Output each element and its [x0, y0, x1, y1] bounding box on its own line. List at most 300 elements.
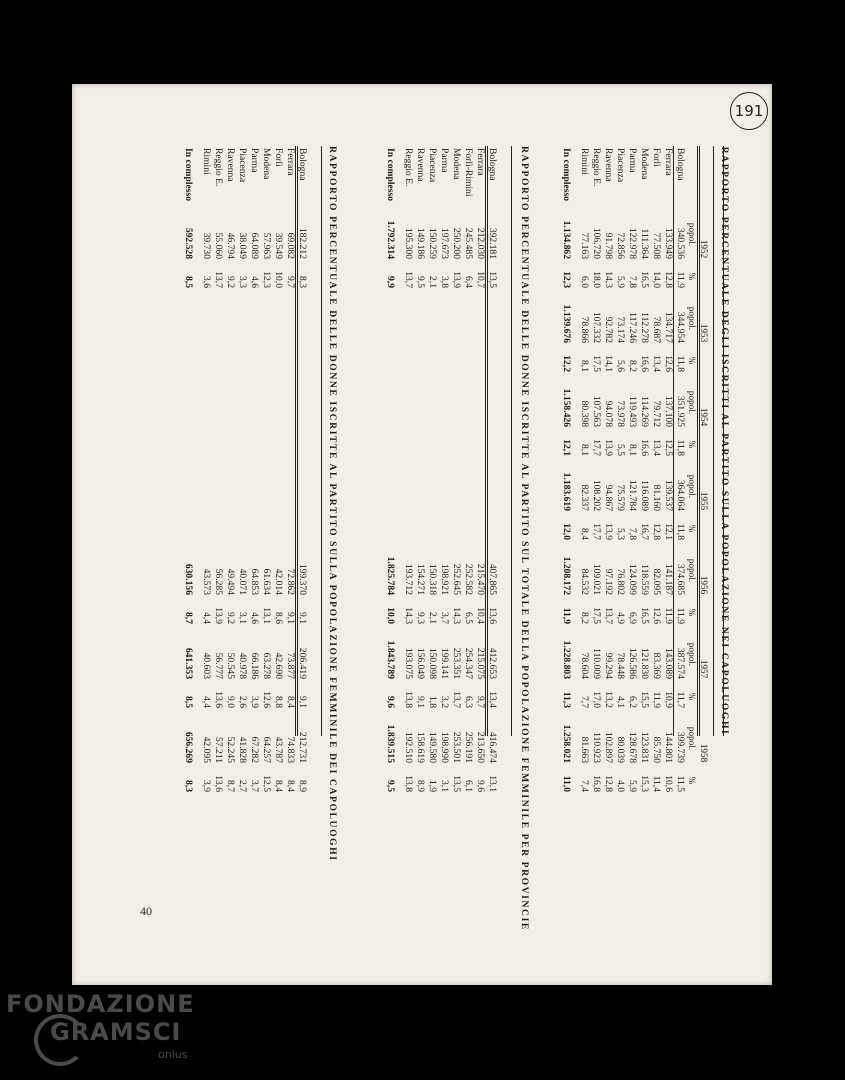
total-population-cell: 1.183.619	[561, 472, 572, 511]
population-cell: 206.419	[297, 647, 308, 679]
percent-cell: 16,7	[639, 523, 650, 540]
population-cell: 40.978	[237, 652, 248, 679]
total-percent-cell: 12,2	[561, 355, 572, 372]
percent-cell: 17,7	[591, 523, 602, 540]
population-cell: 118.559	[639, 564, 650, 595]
percent-cell: 6,0	[579, 276, 590, 288]
percent-cell: 13,1	[487, 775, 498, 792]
popol-header: popol.	[687, 558, 697, 583]
row-label: Reggio E.	[591, 148, 602, 187]
total-percent-cell	[384, 514, 402, 543]
percent-cell: 8,2	[627, 360, 638, 372]
percent-cell: 9,1	[415, 696, 426, 708]
population-cell: 364.064	[675, 479, 686, 511]
percent-cell: 12,6	[651, 607, 662, 624]
total-row	[560, 146, 578, 795]
percent-cell: 9,5	[415, 276, 426, 288]
table-row	[260, 146, 272, 795]
population-cell	[462, 375, 474, 430]
percent-cell	[236, 514, 248, 543]
percent-cell: 1,9	[427, 780, 438, 792]
population-cell: 56.285	[213, 568, 224, 595]
population-cell: 99.294	[603, 652, 614, 679]
row-label: Modena	[261, 148, 272, 180]
population-cell: 73.174	[615, 316, 626, 343]
percent-cell: 8,1	[627, 444, 638, 456]
percent-cell: 7,8	[627, 528, 638, 540]
population-cell: 198.921	[439, 563, 450, 595]
table-row	[212, 146, 224, 795]
population-cell: 106.720	[591, 227, 602, 259]
population-cell: 119.493	[627, 396, 638, 427]
population-cell: 121.830	[639, 647, 650, 679]
percent-cell: 13,8	[403, 691, 414, 708]
table-row	[414, 146, 426, 795]
percent-cell	[426, 430, 438, 459]
percent-cell: 13,4	[487, 691, 498, 708]
table-row	[462, 146, 474, 795]
population-cell: 63.278	[261, 652, 272, 679]
population-cell: 85.750	[651, 736, 662, 763]
population-cell	[260, 459, 272, 514]
percent-cell: 13,6	[213, 775, 224, 792]
percent-cell: 9,6	[475, 780, 486, 792]
page-stamp: 191	[730, 92, 768, 130]
population-cell: 193.075	[403, 647, 414, 679]
population-cell: 156.049	[415, 647, 426, 679]
population-cell: 82.095	[651, 568, 662, 595]
percent-cell	[426, 514, 438, 543]
population-cell: 150.259	[427, 227, 438, 259]
percent-cell	[272, 430, 284, 459]
population-cell: 43.787	[273, 736, 284, 763]
population-cell: 72.862	[285, 568, 296, 595]
percent-cell: 16,5	[639, 271, 650, 288]
percent-cell: 4,6	[249, 612, 260, 624]
percent-cell	[236, 346, 248, 375]
population-cell: 102.897	[603, 731, 614, 763]
percent-cell: 13,5	[451, 775, 462, 792]
population-cell	[212, 375, 224, 430]
population-cell	[426, 459, 438, 514]
percent-cell	[450, 346, 462, 375]
population-cell: 73.978	[615, 400, 626, 427]
percent-cell: 13,4	[651, 355, 662, 372]
table-row	[450, 146, 462, 795]
population-cell: 42.690	[273, 652, 284, 679]
percent-cell	[212, 514, 224, 543]
popol-header: popol.	[687, 474, 697, 499]
total-percent-cell	[182, 346, 200, 375]
row-label: Modena	[639, 148, 650, 180]
percent-cell: 8,9	[297, 780, 308, 792]
population-cell	[438, 291, 450, 346]
percent-cell: 4,0	[615, 780, 626, 792]
total-percent-cell: 9,5	[385, 780, 396, 792]
population-cell: 112.278	[639, 312, 650, 343]
population-cell: 250.200	[451, 227, 462, 259]
table1-header-rule	[673, 146, 674, 736]
total-percent-cell	[384, 430, 402, 459]
population-cell: 117.246	[627, 312, 638, 343]
year-header: 1955	[699, 491, 709, 511]
popol-header: popol.	[687, 222, 697, 247]
percent-header: %	[687, 776, 697, 785]
percent-cell	[200, 346, 212, 375]
population-cell: 150.318	[427, 563, 438, 595]
percent-cell: 16,6	[639, 355, 650, 372]
row-label: Ferrara	[663, 148, 674, 176]
percent-cell: 16,6	[639, 439, 650, 456]
total-population-cell: 1.825.784	[385, 556, 396, 595]
population-cell: 108.202	[591, 479, 602, 511]
percent-cell: 18,0	[591, 271, 602, 288]
table3-bottom-rule	[295, 146, 298, 736]
year-header: 1953	[699, 323, 709, 343]
population-cell: 126.586	[627, 647, 638, 679]
population-cell	[248, 459, 260, 514]
percent-header: %	[687, 440, 697, 449]
population-cell: 42.095	[201, 736, 212, 763]
row-label: Ferrara	[285, 148, 296, 176]
population-cell	[224, 291, 236, 346]
population-cell: 198.990	[439, 731, 450, 763]
population-cell	[248, 375, 260, 430]
population-cell: 252.645	[451, 563, 462, 595]
population-cell: 197.673	[439, 227, 450, 259]
population-cell: 74.833	[285, 736, 296, 763]
percent-cell	[272, 514, 284, 543]
table1-top-rule	[713, 146, 714, 736]
population-cell: 351.925	[675, 395, 686, 427]
population-cell: 57.963	[261, 232, 272, 259]
population-cell: 392.181	[487, 227, 498, 259]
table-row	[236, 146, 248, 795]
total-percent-cell: 8,3	[183, 780, 194, 792]
population-cell: 141.187	[663, 563, 674, 595]
page-number: 40	[140, 904, 152, 918]
percent-cell: 5,3	[615, 528, 626, 540]
population-cell: 77.508	[651, 232, 662, 259]
population-cell: 76.802	[615, 568, 626, 595]
population-cell: 124.099	[627, 563, 638, 595]
percent-cell: 11,8	[675, 355, 686, 372]
total-label: In complesso	[561, 148, 572, 202]
percent-cell: 13,4	[651, 439, 662, 456]
percent-cell: 13,1	[261, 607, 272, 624]
logo-line2: GRAMSCI	[50, 1018, 182, 1046]
percent-cell: 13,7	[451, 691, 462, 708]
table-row	[590, 146, 602, 795]
percent-cell: 7,7	[579, 696, 590, 708]
row-label: Bologna	[297, 148, 308, 181]
population-cell	[224, 375, 236, 430]
percent-cell: 13,9	[603, 439, 614, 456]
population-cell: 340.536	[675, 227, 686, 259]
table-row	[638, 146, 650, 795]
percent-cell: 8,7	[225, 780, 236, 792]
population-cell: 82.337	[579, 484, 590, 511]
percent-cell	[272, 346, 284, 375]
percent-cell: 14,3	[451, 607, 462, 624]
population-cell: 78.687	[651, 316, 662, 343]
population-cell: 94.867	[603, 484, 614, 511]
percent-cell: 4,1	[615, 696, 626, 708]
percent-cell: 13,8	[403, 775, 414, 792]
percent-cell	[200, 430, 212, 459]
percent-cell: 11,9	[675, 271, 686, 288]
percent-cell: 13,7	[403, 271, 414, 288]
percent-cell: 8,6	[273, 612, 284, 624]
percent-cell: 14,1	[603, 355, 614, 372]
population-cell: 123.831	[639, 731, 650, 763]
percent-cell	[224, 514, 236, 543]
population-cell	[200, 459, 212, 514]
percent-cell: 2,1	[427, 276, 438, 288]
percent-cell: 2,7	[237, 780, 248, 792]
total-population-cell: 641.353	[183, 647, 194, 679]
percent-cell	[402, 346, 414, 375]
total-population-cell	[384, 459, 402, 514]
population-cell: 212.731	[297, 731, 308, 763]
percent-cell: 9,3	[415, 612, 426, 624]
population-cell: 39.549	[273, 232, 284, 259]
population-cell: 69.082	[285, 232, 296, 259]
table1-total-rule	[723, 146, 724, 736]
percent-header: %	[687, 272, 697, 281]
row-label: Ravenna	[225, 148, 236, 182]
percent-cell	[414, 346, 426, 375]
percent-cell: 8,4	[273, 780, 284, 792]
total-row	[182, 146, 200, 795]
population-cell: 344.954	[675, 311, 686, 343]
table-row	[674, 146, 686, 795]
percent-cell: 5,6	[615, 360, 626, 372]
table-row	[626, 146, 638, 795]
percent-cell	[402, 430, 414, 459]
table-row	[602, 146, 614, 795]
population-cell	[248, 291, 260, 346]
rotated-tables	[140, 146, 730, 931]
percent-cell: 12,6	[261, 691, 272, 708]
year-header: 1957	[699, 659, 709, 679]
percent-cell: 9,1	[285, 612, 296, 624]
percent-cell: 14,0	[651, 271, 662, 288]
percent-cell: 9,7	[475, 696, 486, 708]
row-label: Reggio E.	[213, 148, 224, 187]
percent-cell: 7,8	[627, 276, 638, 288]
population-cell: 78.448	[615, 652, 626, 679]
population-cell: 134.717	[663, 311, 674, 343]
percent-cell: 13,7	[213, 271, 224, 288]
percent-cell: 8,2	[579, 612, 590, 624]
percent-cell: 6,5	[463, 612, 474, 624]
percent-cell: 4,4	[201, 612, 212, 624]
population-cell: 42.014	[273, 568, 284, 595]
percent-cell	[224, 430, 236, 459]
table-row	[248, 146, 260, 795]
table2-title: RAPPORTO PERCENTUALE DELLE DONNE ISCRITTE AL PARTITO SUL TOTALE DELLA POPOLAZIONE FEMMINILE PER PROVINCIE	[519, 146, 530, 931]
percent-cell: 16,5	[639, 607, 650, 624]
population-cell: 195.300	[403, 227, 414, 259]
percent-cell: 2,6	[237, 696, 248, 708]
population-cell	[426, 291, 438, 346]
percent-cell: 8,8	[273, 696, 284, 708]
population-cell: 215.075	[475, 647, 486, 679]
population-cell: 199.141	[439, 647, 450, 679]
total-percent-cell: 12,3	[561, 271, 572, 288]
total-percent-cell: 8,5	[183, 276, 194, 288]
total-population-cell: 1.843.789	[385, 640, 396, 679]
population-cell: 61.634	[261, 568, 272, 595]
percent-cell: 2,1	[427, 612, 438, 624]
table1	[560, 146, 710, 795]
total-population-cell: 1.134.862	[561, 220, 572, 259]
population-cell: 80.039	[615, 736, 626, 763]
percent-cell: 3,9	[201, 780, 212, 792]
table2	[384, 146, 498, 795]
percent-cell: 8,4	[285, 696, 296, 708]
population-cell: 67.282	[249, 736, 260, 763]
percent-cell: 8,3	[297, 276, 308, 288]
table2-total-rule	[511, 146, 512, 736]
population-cell	[200, 291, 212, 346]
percent-header: %	[687, 356, 697, 365]
population-cell	[402, 459, 414, 514]
population-cell: 149.580	[427, 731, 438, 763]
percent-cell	[248, 346, 260, 375]
total-percent-cell: 9,9	[385, 276, 396, 288]
population-cell: 97.192	[603, 568, 614, 595]
population-cell: 116.089	[639, 480, 650, 511]
percent-cell	[414, 430, 426, 459]
total-population-cell: 592.528	[183, 227, 194, 259]
percent-cell: 3,9	[249, 696, 260, 708]
percent-cell: 10,6	[663, 775, 674, 792]
percent-cell: 17,0	[591, 691, 602, 708]
population-cell: 41.828	[237, 736, 248, 763]
percent-cell: 5,5	[615, 444, 626, 456]
percent-cell	[248, 430, 260, 459]
population-cell: 133.949	[663, 227, 674, 259]
population-cell	[260, 291, 272, 346]
population-cell: 49.494	[225, 568, 236, 595]
percent-cell: 10,4	[475, 607, 486, 624]
table-row	[272, 146, 284, 795]
population-cell: 111.364	[639, 228, 650, 259]
population-cell	[212, 459, 224, 514]
percent-header: %	[687, 692, 697, 701]
percent-cell: 13,6	[213, 691, 224, 708]
percent-cell: 11,9	[663, 607, 674, 624]
percent-cell: 10,9	[663, 691, 674, 708]
row-label: Piacenza	[615, 148, 626, 183]
percent-cell: 8,9	[415, 780, 426, 792]
population-cell: 81.160	[651, 484, 662, 511]
percent-cell: 3,7	[249, 780, 260, 792]
percent-cell: 16,8	[591, 775, 602, 792]
table3	[182, 146, 308, 795]
percent-cell: 14,3	[603, 271, 614, 288]
total-population-cell	[384, 375, 402, 430]
row-label: Forlì	[651, 148, 662, 167]
population-cell: 143.089	[663, 647, 674, 679]
popol-header: popol.	[687, 726, 697, 751]
row-label: Parma	[439, 148, 450, 173]
row-label: Piacenza	[237, 148, 248, 183]
percent-cell: 1,8	[427, 696, 438, 708]
fondazione-gramsci-logo	[6, 990, 216, 1070]
total-population-cell: 1.139.676	[561, 304, 572, 343]
table1-bottom-rule	[697, 146, 700, 736]
percent-cell: 6,4	[463, 276, 474, 288]
percent-cell: 15,3	[639, 775, 650, 792]
population-cell: 254.347	[463, 647, 474, 679]
percent-cell: 3,7	[439, 612, 450, 624]
population-cell	[272, 375, 284, 430]
population-cell: 374.685	[675, 563, 686, 595]
percent-cell	[260, 514, 272, 543]
percent-cell: 11,9	[675, 607, 686, 624]
percent-cell: 4,9	[615, 612, 626, 624]
population-cell	[272, 291, 284, 346]
population-cell: 94.078	[603, 400, 614, 427]
table3-total-rule	[321, 146, 322, 736]
population-cell	[272, 459, 284, 514]
population-cell: 50.545	[225, 652, 236, 679]
percent-cell: 17,7	[591, 439, 602, 456]
population-cell: 416.474	[487, 731, 498, 763]
year-header: 1956	[699, 575, 709, 595]
percent-cell	[260, 346, 272, 375]
total-label: In complesso	[183, 148, 194, 202]
total-percent-cell	[182, 514, 200, 543]
percent-cell: 3,8	[439, 276, 450, 288]
percent-cell: 11,7	[675, 691, 686, 708]
percent-cell: 12,3	[261, 271, 272, 288]
population-cell: 78.866	[579, 316, 590, 343]
percent-cell	[450, 514, 462, 543]
total-percent-cell	[182, 430, 200, 459]
percent-cell: 11,8	[675, 523, 686, 540]
population-cell	[414, 291, 426, 346]
population-cell: 52.245	[225, 736, 236, 763]
population-cell: 182.212	[297, 227, 308, 259]
percent-cell	[426, 346, 438, 375]
population-cell	[462, 291, 474, 346]
row-label: Parma	[627, 148, 638, 173]
total-percent-cell: 11,0	[561, 775, 572, 792]
row-label: Piacenza	[427, 148, 438, 183]
percent-cell	[224, 346, 236, 375]
population-cell: 215.470	[475, 563, 486, 595]
percent-cell: 8,4	[579, 528, 590, 540]
population-cell	[450, 291, 462, 346]
logo-line3: onlus	[158, 1048, 188, 1061]
population-cell: 407.865	[487, 563, 498, 595]
population-cell	[402, 291, 414, 346]
percent-cell	[236, 430, 248, 459]
percent-cell: 17,5	[591, 355, 602, 372]
total-population-cell: 1.158.426	[561, 388, 572, 427]
total-population-cell: 1.792.314	[385, 220, 396, 259]
percent-cell: 14,3	[403, 607, 414, 624]
percent-cell	[212, 430, 224, 459]
population-cell: 256.191	[463, 731, 474, 763]
logo-line1: FONDAZIONE	[6, 990, 195, 1018]
total-percent-cell: 11,9	[561, 607, 572, 624]
population-cell: 72.856	[615, 232, 626, 259]
